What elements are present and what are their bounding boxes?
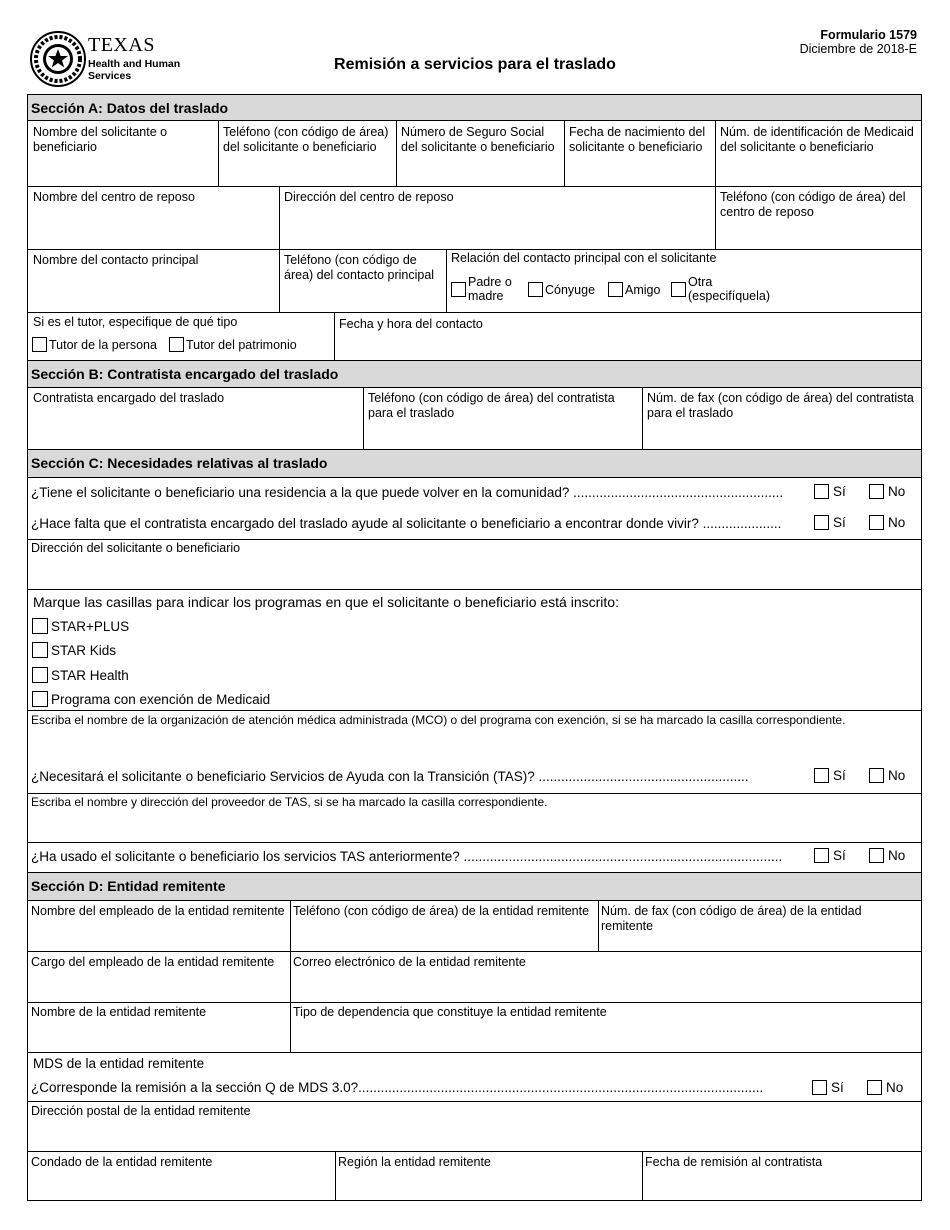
- relation-spouse-checkbox[interactable]: Cónyuge: [528, 282, 595, 297]
- checkbox-box[interactable]: [451, 282, 466, 297]
- referring-employee-title-field[interactable]: Cargo del empleado de la entidad remitente: [31, 955, 275, 969]
- checkbox-box[interactable]: [32, 691, 48, 707]
- housing-help-yes-checkbox[interactable]: Sí: [814, 515, 846, 530]
- checkbox-box[interactable]: [608, 282, 623, 297]
- applicant-address-field[interactable]: Dirección del solicitante o beneficiario: [31, 541, 241, 555]
- page-title: Remisión a servicios para el traslado: [334, 56, 616, 73]
- guardian-person-checkbox[interactable]: Tutor de la persona: [32, 337, 157, 352]
- referral-date-field[interactable]: Fecha de remisión al contratista: [645, 1155, 823, 1169]
- checkbox-box[interactable]: [814, 848, 829, 863]
- referring-region-field[interactable]: Región la entidad remitente: [338, 1155, 491, 1169]
- divider: [715, 121, 716, 186]
- contact-datetime-field[interactable]: Fecha y hora del contacto: [339, 317, 483, 331]
- checkbox-box[interactable]: [528, 282, 543, 297]
- mds-no-checkbox[interactable]: No: [867, 1080, 903, 1095]
- residence-no-checkbox[interactable]: No: [869, 484, 905, 499]
- transition-contractor-field[interactable]: Contratista encargado del traslado: [33, 391, 225, 405]
- form-number-block: [800, 28, 917, 56]
- checkbox-box[interactable]: [869, 515, 884, 530]
- checkbox-box[interactable]: [812, 1080, 827, 1095]
- agency-type-field[interactable]: Tipo de dependencia que constituye la entidad remitente: [293, 1005, 607, 1019]
- checkbox-box[interactable]: [869, 848, 884, 863]
- contractor-fax-field[interactable]: Núm. de fax (con código de área) del contratista para el traslado: [647, 391, 914, 420]
- checkbox-box[interactable]: [169, 337, 184, 352]
- tas-yes-checkbox[interactable]: Sí: [814, 768, 846, 783]
- referring-county-field[interactable]: Condado de la entidad remitente: [31, 1155, 213, 1169]
- checkbox-box[interactable]: [671, 282, 686, 297]
- guardian-estate-checkbox[interactable]: Tutor del patrimonio: [169, 337, 297, 352]
- mds-label: MDS de la entidad remitente: [33, 1056, 205, 1071]
- divider: [363, 388, 364, 449]
- mds-section-q-question: ¿Corresponde la remisión a la sección Q de MDS 3.0?............................................................................................................: [31, 1080, 764, 1095]
- divider: [28, 589, 921, 590]
- applicant-name-field[interactable]: Nombre del solicitante o beneficiario: [33, 125, 168, 154]
- checkbox-box[interactable]: [32, 667, 48, 683]
- divider: [335, 1151, 336, 1201]
- divider: [642, 388, 643, 449]
- checkbox-box[interactable]: [814, 768, 829, 783]
- contact-relation-label: Relación del contacto principal con el solicitante: [451, 251, 717, 265]
- section-d-header: Sección D: Entidad remitente: [28, 873, 921, 901]
- nursing-facility-name-field[interactable]: Nombre del centro de reposo: [33, 190, 195, 204]
- relation-parent-checkbox[interactable]: Padre o madre: [451, 275, 526, 303]
- checkbox-box[interactable]: [32, 618, 48, 634]
- programs-intro: Marque las casillas para indicar los programas en que el solicitante o beneficiario está inscrito:: [33, 594, 619, 610]
- program-star-plus-checkbox[interactable]: STAR+PLUS: [32, 618, 129, 634]
- divider: [28, 1052, 921, 1053]
- program-star-kids-checkbox[interactable]: STAR Kids: [32, 642, 116, 658]
- checkbox-box[interactable]: [869, 768, 884, 783]
- divider: [715, 186, 716, 249]
- relation-friend-checkbox[interactable]: Amigo: [608, 282, 660, 297]
- divider: [396, 121, 397, 186]
- applicant-medicaid-id-field[interactable]: Núm. de identificación de Medicaid del solicitante o beneficiario: [720, 125, 914, 154]
- tas-prior-question: ¿Ha usado el solicitante o beneficiario los servicios TAS anteriormente? .....................................................................................: [31, 849, 783, 864]
- divider: [564, 121, 565, 186]
- housing-help-question: ¿Hace falta que el contratista encargado del traslado ayude al solicitante o beneficiario a encontrar donde vivir? .....................: [31, 516, 782, 531]
- applicant-phone-field[interactable]: Teléfono (con código de área) del solicitante o beneficiario: [223, 125, 389, 154]
- mco-name-field[interactable]: Escriba el nombre de la organización de atención médica administrada (MCO) o del programa con exención, si se ha marcado la casilla correspondiente.: [31, 713, 846, 727]
- referring-entity-phone-field[interactable]: Teléfono (con código de área) de la entidad remitente: [293, 904, 590, 918]
- checkbox-box[interactable]: [814, 515, 829, 530]
- referring-employee-name-field[interactable]: Nombre del empleado de la entidad remitente: [31, 904, 285, 918]
- nursing-facility-address-field[interactable]: Dirección del centro de reposo: [284, 190, 454, 204]
- divider: [642, 1151, 643, 1201]
- applicant-ssn-field[interactable]: Número de Seguro Social del solicitante o beneficiario: [401, 125, 555, 154]
- referring-entity-email-field[interactable]: Correo electrónico de la entidad remitente: [293, 955, 526, 969]
- contractor-phone-field[interactable]: Teléfono (con código de área) del contratista para el traslado: [368, 391, 615, 420]
- divider: [28, 842, 921, 843]
- section-c-header: Sección C: Necesidades relativas al traslado: [28, 450, 921, 478]
- residence-question: ¿Tiene el solicitante o beneficiario una residencia a la que puede volver en la comunidad? ........................................................: [31, 485, 784, 500]
- guardian-type-label: Si es el tutor, especifique de qué tipo: [33, 315, 238, 329]
- form-date: Diciembre de 2018-E: [799, 42, 917, 56]
- tas-prior-yes-checkbox[interactable]: Sí: [814, 848, 846, 863]
- form-body: [27, 94, 922, 1201]
- applicant-dob-field[interactable]: Fecha de nacimiento del solicitante o beneficiario: [569, 125, 706, 154]
- primary-contact-name-field[interactable]: Nombre del contacto principal: [33, 253, 199, 267]
- divider: [218, 121, 219, 186]
- checkbox-box[interactable]: [867, 1080, 882, 1095]
- program-medicaid-waiver-checkbox[interactable]: Programa con exención de Medicaid: [32, 691, 270, 707]
- divider: [598, 901, 599, 951]
- tas-prior-no-checkbox[interactable]: No: [869, 848, 905, 863]
- tas-no-checkbox[interactable]: No: [869, 768, 905, 783]
- form-number: Formulario 1579: [820, 28, 917, 42]
- section-b-header: Sección B: Contratista encargado del traslado: [28, 361, 921, 388]
- checkbox-box[interactable]: [814, 484, 829, 499]
- checkbox-box[interactable]: [869, 484, 884, 499]
- primary-contact-phone-field[interactable]: Teléfono (con código de área) del contacto principal: [284, 253, 435, 282]
- referring-entity-name-field[interactable]: Nombre de la entidad remitente: [31, 1005, 207, 1019]
- referring-entity-fax-field[interactable]: Núm. de fax (con código de área) de la entidad remitente: [601, 904, 862, 933]
- tas-question: ¿Necesitará el solicitante o beneficiario Servicios de Ayuda con la Transición (TAS)? ........................................................: [31, 769, 749, 784]
- program-star-health-checkbox[interactable]: STAR Health: [32, 667, 129, 683]
- checkbox-box[interactable]: [32, 642, 48, 658]
- relation-other-checkbox[interactable]: Otra (especifíquela): [671, 275, 780, 303]
- nursing-facility-phone-field[interactable]: Teléfono (con código de área) del centro de reposo: [720, 190, 906, 219]
- residence-yes-checkbox[interactable]: Sí: [814, 484, 846, 499]
- tas-provider-field[interactable]: Escriba el nombre y dirección del proveedor de TAS, si se ha marcado la casilla correspondiente.: [31, 795, 548, 809]
- mds-yes-checkbox[interactable]: Sí: [812, 1080, 844, 1095]
- logo-agency-text: Health and Human Services: [88, 58, 181, 82]
- section-a-header: Sección A: Datos del traslado: [28, 95, 921, 121]
- referring-mailing-address-field[interactable]: Dirección postal de la entidad remitente: [31, 1104, 251, 1118]
- housing-help-no-checkbox[interactable]: No: [869, 515, 905, 530]
- logo-texas-text: TEXAS: [88, 34, 155, 56]
- checkbox-box[interactable]: [32, 337, 47, 352]
